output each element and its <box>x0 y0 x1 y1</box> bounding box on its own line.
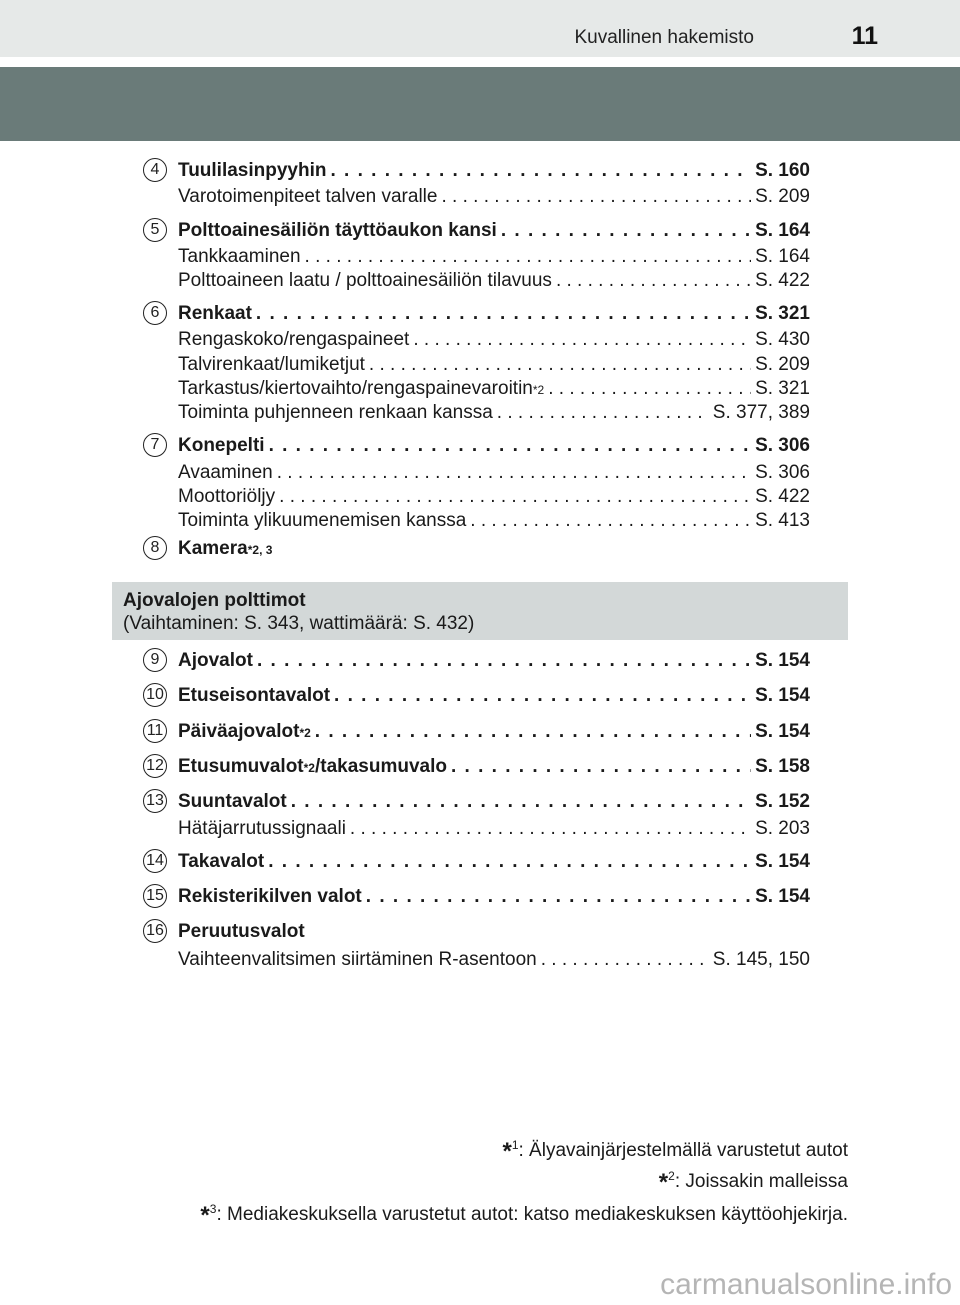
footnote-1: *$^1$: Älyavainjärjestelmällä varustetut autot <box>502 1138 848 1165</box>
entry-label: Konepelti <box>178 435 265 456</box>
item-number-circle-icon: 11 <box>143 719 167 743</box>
index-entry <box>178 220 810 242</box>
dot-leader <box>470 510 751 532</box>
index-subentry <box>178 186 810 208</box>
dot-leader <box>334 685 751 707</box>
page-ref-link[interactable]: S. 203 <box>755 818 810 839</box>
dot-leader <box>268 851 751 873</box>
index-entry <box>178 886 810 908</box>
subentry-label: Moottoriöljy <box>178 486 276 507</box>
item-number-circle-icon: 4 <box>143 158 167 182</box>
entry-label: Rekisterikilven valot <box>178 886 362 907</box>
dot-leader <box>291 791 751 813</box>
dot-leader <box>331 160 752 182</box>
index-entry <box>178 791 810 813</box>
dot-leader <box>548 378 751 400</box>
index-entry <box>178 851 810 873</box>
subentry-label: Tankkaaminen <box>178 246 301 267</box>
index-subentry <box>178 510 810 532</box>
page-ref-link[interactable]: S. 306 <box>755 435 810 456</box>
entry-label: Päiväajovalot <box>178 721 300 742</box>
dot-leader <box>279 486 751 508</box>
index-entry <box>178 650 810 672</box>
index-entry <box>178 921 810 943</box>
item-number-circle-icon: 6 <box>143 301 167 325</box>
index-subentry <box>178 486 810 508</box>
index-entry <box>178 435 810 457</box>
item-number-circle-icon: 13 <box>143 789 167 813</box>
page-ref-link[interactable]: S. 164 <box>755 220 810 241</box>
subentry-label: Talvirenkaat/lumiketjut <box>178 354 365 375</box>
dot-leader <box>256 303 751 325</box>
item-number-circle-icon: 9 <box>143 648 167 672</box>
index-entry <box>178 160 810 182</box>
item-number-circle-icon: 15 <box>143 884 167 908</box>
item-number-circle-icon: 12 <box>143 754 167 778</box>
page-ref-link[interactable]: S. 160 <box>755 160 810 181</box>
page-ref-link[interactable]: S. 306 <box>755 462 810 483</box>
entry-label: Takavalot <box>178 851 265 872</box>
subentry-label: Avaaminen <box>178 462 273 483</box>
index-entry: Kamera *2, 3 <box>178 538 273 559</box>
dot-leader <box>257 650 751 672</box>
index-subentry <box>178 402 810 424</box>
subentry-label: Vaihteenvalitsimen siirtäminen R-asentoon <box>178 949 537 970</box>
page-ref-link[interactable]: S. 430 <box>755 329 810 350</box>
index-subentry: Tarkastus/kiertovaihto/rengaspainevaroitin *2 . . . S. 321 <box>178 378 810 400</box>
index-subentry <box>178 818 810 840</box>
page-ref-link[interactable]: S. 154 <box>755 721 810 742</box>
item-number-circle-icon: 8 <box>143 536 167 560</box>
page-ref-link[interactable]: S. 422 <box>755 486 810 507</box>
page-ref-link[interactable]: S. 422 <box>755 270 810 291</box>
illustration-band <box>0 67 960 141</box>
dot-leader <box>277 462 751 484</box>
page-ref-link[interactable]: S. 154 <box>755 851 810 872</box>
dot-leader <box>497 402 709 424</box>
subentry-label: Rengaskoko/rengaspaineet <box>178 329 410 350</box>
page-ref-link[interactable]: S. 158 <box>755 756 810 777</box>
entry-label: Ajovalot <box>178 650 253 671</box>
entry-label: Renkaat <box>178 303 252 324</box>
section-box <box>112 582 848 640</box>
watermark: carmanualsonline.info <box>660 1268 952 1301</box>
dot-leader <box>269 435 752 457</box>
subentry-label: Tarkastus/kiertovaihto/rengaspainevaroitin <box>178 378 533 399</box>
entry-label-suffix: /takasumuvalo <box>314 756 447 777</box>
page-ref-link[interactable]: S. 154 <box>755 650 810 671</box>
section-title: Kuvallinen hakemisto <box>574 27 754 48</box>
item-number-circle-icon: 10 <box>143 683 167 707</box>
index-subentry <box>178 462 810 484</box>
dot-leader <box>369 354 751 376</box>
subentry-label: Hätäjarrutussignaali <box>178 818 346 839</box>
dot-leader <box>413 329 751 351</box>
page-ref-link[interactable]: S. 164 <box>755 246 810 267</box>
entry-label: Tuulilasinpyyhin <box>178 160 327 181</box>
page-ref-link[interactable]: S. 154 <box>755 886 810 907</box>
index-entry: Päiväajovalot *2 . . . S. 154 <box>178 721 810 743</box>
index-entry: Etusumuvalot *2 /takasumuvalo . . . S. 158 <box>178 756 810 778</box>
entry-label: Suuntavalot <box>178 791 287 812</box>
dot-leader <box>305 246 752 268</box>
dot-leader <box>541 949 709 971</box>
index-entry <box>178 685 810 707</box>
dot-leader <box>501 220 751 242</box>
index-subentry <box>178 270 810 292</box>
subentry-label: Toiminta puhjenneen renkaan kanssa <box>178 402 493 423</box>
dot-leader <box>350 818 751 840</box>
dot-leader <box>451 756 751 778</box>
page-ref-link[interactable]: S. 152 <box>755 791 810 812</box>
entry-label: Etuseisontavalot <box>178 685 331 706</box>
dot-leader <box>315 721 751 743</box>
page-ref-link[interactable]: S. 321 <box>755 378 810 399</box>
index-subentry <box>178 354 810 376</box>
entry-label: Peruutusvalot <box>178 921 305 942</box>
index-subentry <box>178 329 810 351</box>
page-header-band <box>0 0 960 57</box>
item-number-circle-icon: 5 <box>143 218 167 242</box>
entry-label: Kamera <box>178 538 248 559</box>
page-ref-link[interactable]: S. 209 <box>755 186 810 207</box>
section-box-subtitle: (Vaihtaminen: S. 343, wattimäärä: S. 432) <box>123 613 475 634</box>
subentry-label: Toiminta ylikuumenemisen kanssa <box>178 510 467 531</box>
page-ref-link[interactable]: S. 321 <box>755 303 810 324</box>
page-ref-link[interactable]: S. 377, 389 <box>712 402 810 423</box>
footnote-2: *$^2$: Joissakin malleissa <box>658 1169 848 1196</box>
dot-leader <box>366 886 751 908</box>
dot-leader <box>556 270 751 292</box>
page-number: 11 <box>851 22 878 50</box>
page-ref-link[interactable]: S. 145, 150 <box>712 949 810 970</box>
subentry-label: Varotoimenpiteet talven varalle <box>178 186 438 207</box>
item-number-circle-icon: 14 <box>143 849 167 873</box>
entry-label: Etusumuvalot <box>178 756 304 777</box>
index-subentry <box>178 949 810 971</box>
dot-leader <box>441 186 751 208</box>
page-ref-link[interactable]: S. 413 <box>755 510 810 531</box>
entry-label: Polttoainesäiliön täyttöaukon kansi <box>178 220 497 241</box>
section-box-title: Ajovalojen polttimot <box>123 590 306 611</box>
subentry-label: Polttoaineen laatu / polttoainesäiliön tilavuus <box>178 270 552 291</box>
item-number-circle-icon: 7 <box>143 433 167 457</box>
index-subentry <box>178 246 810 268</box>
page-ref-link[interactable]: S. 209 <box>755 354 810 375</box>
page-ref-link[interactable]: S. 154 <box>755 685 810 706</box>
index-entry <box>178 303 810 325</box>
item-number-circle-icon: 16 <box>143 919 167 943</box>
footnote-3: *$^3$: Mediakeskuksella varustetut autot: katso mediakeskuksen käyttöohjekirja. <box>200 1202 848 1229</box>
